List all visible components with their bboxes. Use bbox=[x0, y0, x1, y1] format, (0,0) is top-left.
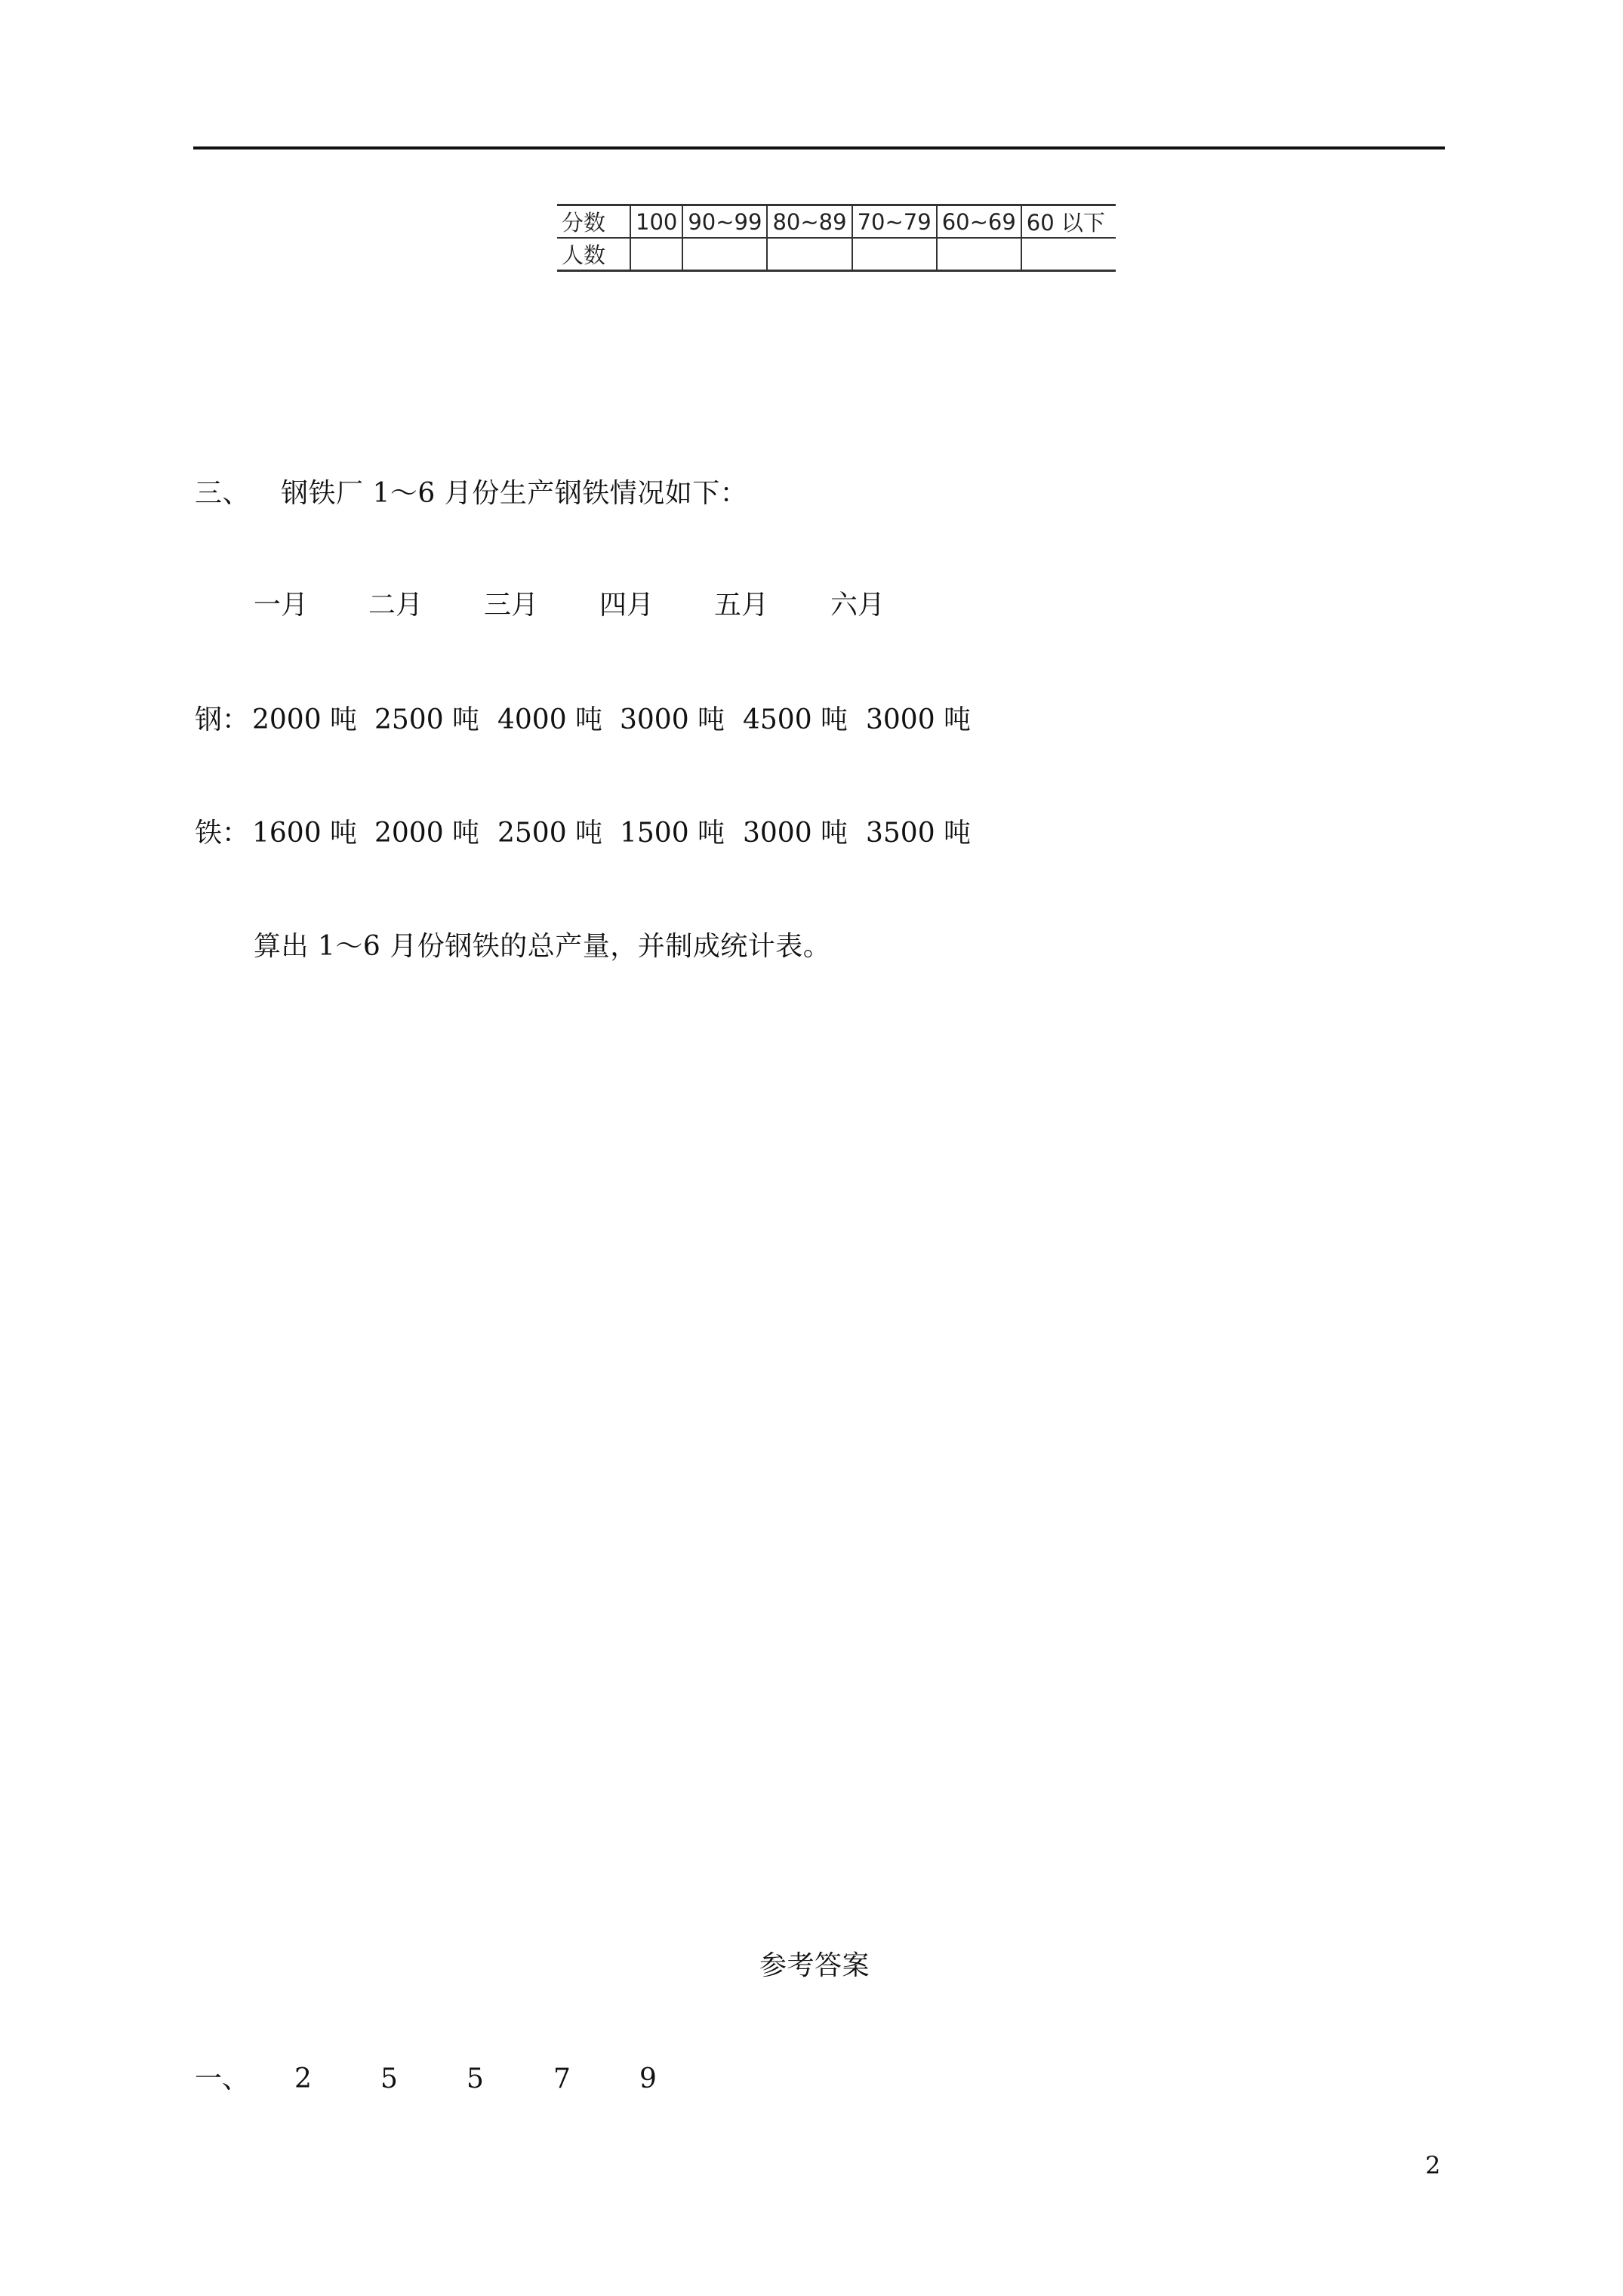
page-number: 2 bbox=[1425, 2151, 1441, 2180]
iron-label: 铁： bbox=[195, 818, 250, 849]
answer-value: 7 bbox=[553, 2063, 571, 2094]
iron-value: 1600 吨 bbox=[252, 818, 358, 849]
answer-value: 2 bbox=[294, 2063, 312, 2094]
task-instruction: 算出 1～6 月份钢铁的总产量，并制成统计表。 bbox=[254, 931, 831, 962]
steel-label: 钢： bbox=[195, 704, 250, 735]
score-table-header-cell: 60 以下 bbox=[1021, 205, 1116, 239]
month-label: 四月 bbox=[599, 590, 654, 621]
score-table bbox=[557, 204, 1116, 272]
score-table-blank-cell bbox=[630, 238, 682, 271]
score-table-header-cell: 80~89 bbox=[767, 205, 852, 239]
steel-value: 3000 吨 bbox=[620, 704, 725, 735]
score-table-header-cell: 60~69 bbox=[937, 205, 1021, 239]
month-label: 六月 bbox=[830, 590, 885, 621]
iron-value: 3000 吨 bbox=[743, 818, 848, 849]
month-label: 三月 bbox=[484, 590, 539, 621]
score-table-header-cell: 70~79 bbox=[852, 205, 937, 239]
score-count-row bbox=[557, 238, 1116, 271]
steel-value: 2500 吨 bbox=[374, 704, 480, 735]
answer-value: 9 bbox=[639, 2063, 657, 2094]
answers-title: 参考答案 bbox=[759, 1950, 870, 1981]
steel-value: 4500 吨 bbox=[743, 704, 848, 735]
steel-value: 3000 吨 bbox=[866, 704, 972, 735]
score-table-row-label: 人数 bbox=[557, 238, 630, 271]
month-label: 五月 bbox=[714, 590, 769, 621]
score-header-row bbox=[557, 205, 1116, 239]
score-table-blank-cell bbox=[767, 238, 852, 271]
iron-value: 1500 吨 bbox=[620, 818, 725, 849]
section-prompt: 钢铁厂 1～6 月份生产钢铁情况如下： bbox=[281, 478, 748, 509]
iron-value: 2000 吨 bbox=[374, 818, 480, 849]
iron-value: 3500 吨 bbox=[866, 818, 972, 849]
header-rule bbox=[193, 146, 1445, 149]
score-table-blank-cell bbox=[1021, 238, 1116, 271]
answer-value: 5 bbox=[467, 2063, 484, 2094]
score-table-header-cell: 90~99 bbox=[682, 205, 767, 239]
score-table-header-cell: 100 bbox=[630, 205, 682, 239]
score-table-blank-cell bbox=[937, 238, 1021, 271]
iron-value: 2500 吨 bbox=[497, 818, 603, 849]
score-table-blank-cell bbox=[852, 238, 937, 271]
answer-value: 5 bbox=[380, 2063, 398, 2094]
steel-value: 4000 吨 bbox=[497, 704, 603, 735]
score-table-row-label: 分数 bbox=[557, 205, 630, 239]
month-label: 一月 bbox=[254, 590, 309, 621]
section-number: 三、 bbox=[195, 478, 251, 509]
score-table-blank-cell bbox=[682, 238, 767, 271]
steel-value: 2000 吨 bbox=[252, 704, 358, 735]
answer-section-number: 一、 bbox=[195, 2063, 250, 2094]
month-label: 二月 bbox=[368, 590, 423, 621]
